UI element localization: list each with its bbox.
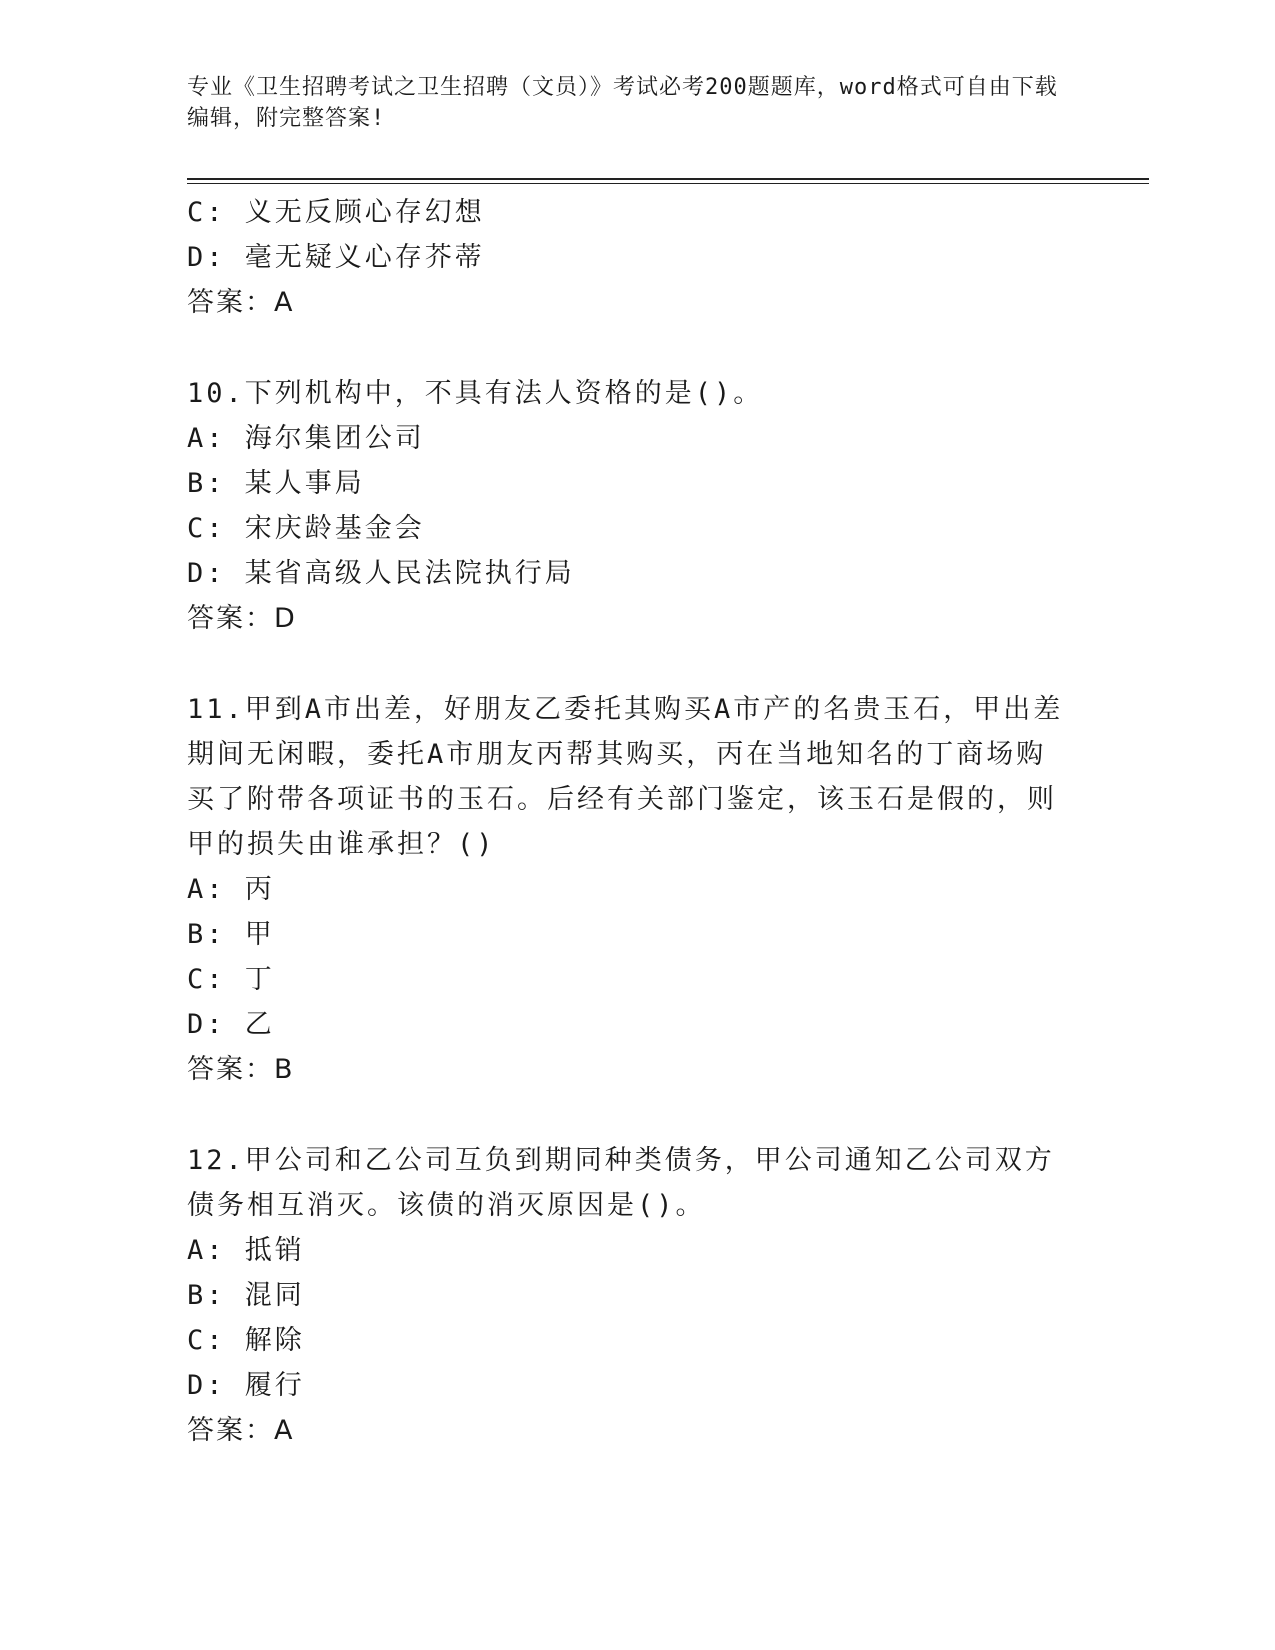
header-rule-thick [187,178,1149,180]
option-text: 宋庆龄基金会 [244,513,425,544]
question-11 [187,687,1087,1092]
option-text: 混同 [244,1280,305,1311]
option-text: 甲 [244,919,275,950]
option-text: 义无反顾心存幻想 [244,197,485,228]
option-label: C: [187,197,226,228]
option-c [187,506,1087,551]
option-b [187,461,1087,506]
question-stem: 12.甲公司和乙公司互负到期同种类债务，甲公司通知乙公司双方债务相互消灭。该债的消灭原因是()。 [187,1145,1055,1221]
carryover-question [187,190,1087,325]
option-label: A: [187,423,226,454]
option-label: C: [187,1325,226,1356]
option-label: C: [187,513,226,544]
option-c [187,1318,1087,1363]
question-12 [187,1138,1087,1453]
option-text: 抵销 [244,1235,305,1266]
option-label: B: [187,1280,226,1311]
option-label: D: [187,1370,226,1401]
option-c [187,957,1087,1002]
option-a [187,1228,1087,1273]
option-text: 乙 [244,1009,275,1040]
option-label: A: [187,874,226,905]
answer: 答案：A [187,287,295,318]
option-label: B: [187,919,226,950]
option-label: C: [187,964,226,995]
option-a [187,867,1087,912]
document-header: 专业《卫生招聘考试之卫生招聘（文员）》考试必考200题题库，word格式可自由下载编辑，附完整答案! [187,75,1058,131]
option-d [187,1002,1087,1047]
question-stem: 10.下列机构中，不具有法人资格的是()。 [187,378,764,409]
question-10 [187,371,1087,641]
option-c [187,190,1087,235]
option-d [187,1363,1087,1408]
option-text: 海尔集团公司 [244,423,425,454]
option-text: 丁 [244,964,275,995]
question-stem: 11.甲到A市出差，好朋友乙委托其购买A市产的名贵玉石，甲出差期间无闲暇，委托A市朋友丙帮其购买，丙在当地知名的丁商场购买了附带各项证书的玉石。后经有关部门鉴定，该玉石是假的，则甲的损失由谁承担？() [187,694,1064,860]
option-a [187,416,1087,461]
option-label: D: [187,558,226,589]
answer: 答案：B [187,1054,295,1085]
answer: 答案：A [187,1415,295,1446]
answer: 答案：D [187,603,297,634]
option-text: 某省高级人民法院执行局 [244,558,575,589]
question-content [187,190,1087,1453]
option-label: D: [187,242,226,273]
option-text: 履行 [244,1370,305,1401]
option-b [187,1273,1087,1318]
option-label: D: [187,1009,226,1040]
option-d [187,235,1087,280]
option-label: A: [187,1235,226,1266]
option-b [187,912,1087,957]
option-label: B: [187,468,226,499]
header-rule-thin [187,183,1149,184]
option-d [187,551,1087,596]
option-text: 解除 [244,1325,305,1356]
option-text: 丙 [244,874,275,905]
option-text: 某人事局 [244,468,365,499]
option-text: 毫无疑义心存芥蒂 [244,242,485,273]
